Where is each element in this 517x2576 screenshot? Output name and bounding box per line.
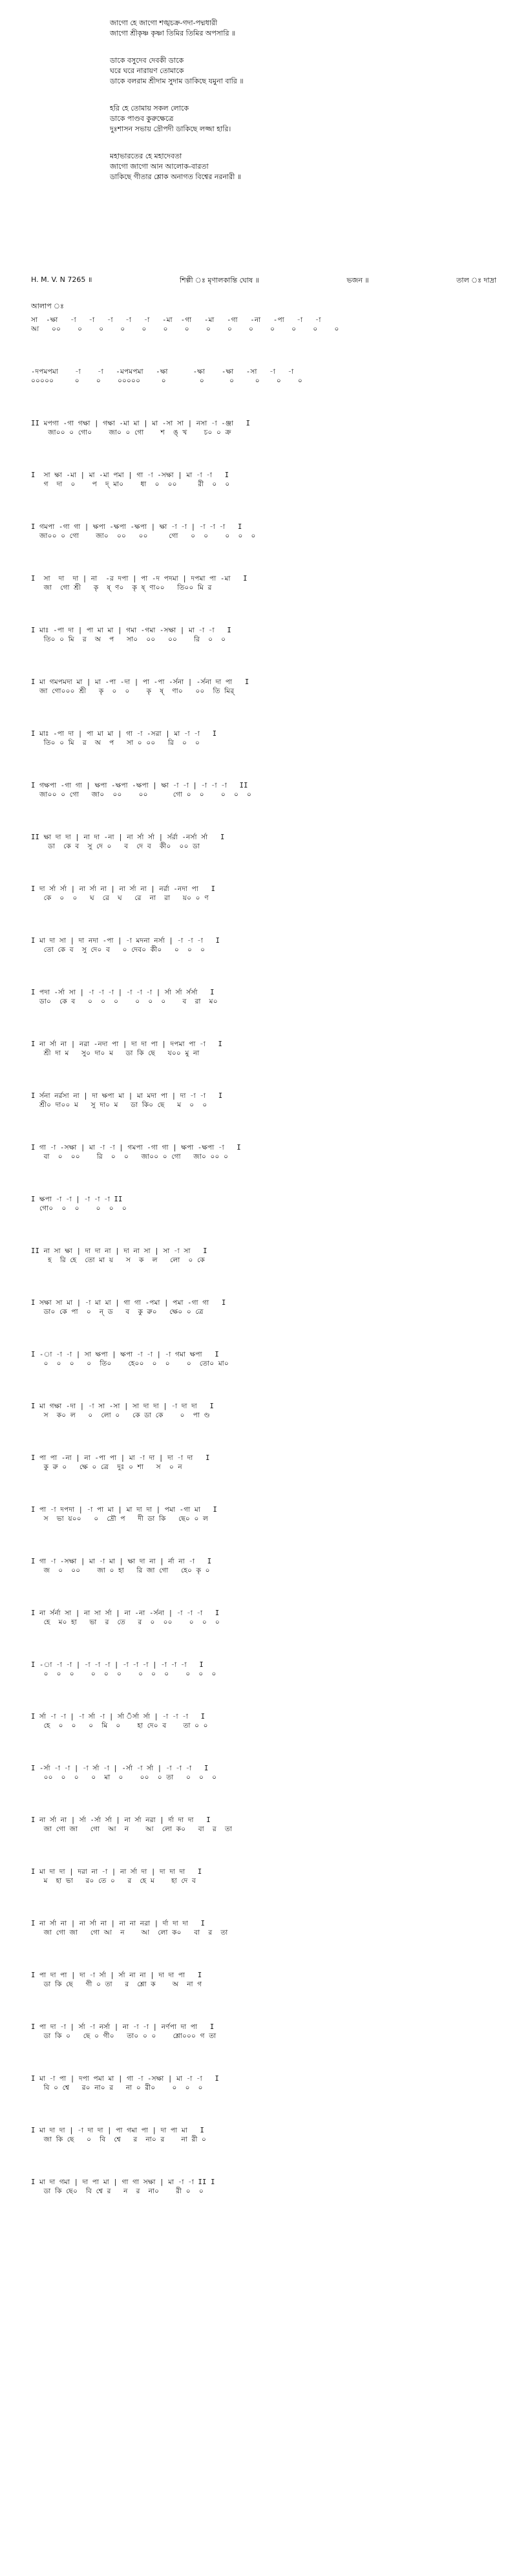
swara-row: I পা -া দপদা | -া পা মা | মা দা দা | পমা -গা মা I xyxy=(31,1506,218,1514)
notation-system xyxy=(31,1867,509,1919)
notation-system xyxy=(31,1557,509,1609)
swara-row: I মাঃ -পা দা | পা মা মা | গমা -গমা -সক্ষা | মা -া -া I xyxy=(31,627,231,634)
swaralipi-notation xyxy=(31,316,509,2229)
taal-name: তাল ঃ দাদ্রা xyxy=(456,276,496,284)
syllable-row: গো০ ০ ০ ০ ০ ০ xyxy=(31,1205,127,1212)
notation-system xyxy=(31,419,509,471)
swara-row: I -র্সা -া -া | -া র্সা -া | -র্সা -া র্সা | -া -া -া I xyxy=(31,1765,209,1772)
lyric-line: জাগো শ্রীকৃষ্ণ কৃষ্ণা তিমির তিমির অপসারি ॥ xyxy=(110,29,236,38)
notation-system xyxy=(31,626,509,678)
swara-row: II ক্ষা দা দা | না দা -না | না র্সা র্সা | র্সর্রা -নর্সা র্সা I xyxy=(31,833,225,841)
syllable-row: তো কে ব সু দে০ ব ০ দেব০ কী০ ০ ০ ০ xyxy=(31,946,206,954)
syllable-row: ০০০০০ ০ ০ ০০০০০ ০ ০ ০ ০ ০ ০ xyxy=(31,377,302,385)
syllable-row: ম হা ভা র০ তে ০ র হে ম হা দে ব xyxy=(31,1877,196,1885)
notation-system xyxy=(31,833,509,885)
lyric-line: জাগো জাগো আন আলোক-বারতা xyxy=(110,162,209,171)
lyric-line: ডাকিছে গীতার শ্লোক অনাগত বিশ্বের নরনারী ॥ xyxy=(110,173,242,181)
notation-system xyxy=(31,1971,509,2023)
notation-system xyxy=(31,1247,509,1298)
notation-system xyxy=(31,1143,509,1195)
syllable-row: জা কি ছে ০ বি শ্বে র না০ র না রী ০ xyxy=(31,2136,207,2143)
notation-system xyxy=(31,574,509,626)
swara-row: I পা দা -া | র্সা -া নর্সা | না -া -া | নর্ণপা দা পা I xyxy=(31,2023,215,2031)
lyric-line: মহাভারতের হে মহাদেবতা xyxy=(110,152,182,160)
syllable-row: জা০০ ০ গো জা০ ০০ ০০ গো ০ ০ ০ ০ ০ xyxy=(31,791,252,799)
syllable-row: জা গো শ্রী কৃ ষ্ ণ০ কৃ ষ্ ণা০০ তি০০ মি র xyxy=(31,584,212,592)
syllable-row: জ ০ ০০ জা ০ হা রি জা গো হে০ কৃ ০ xyxy=(31,1567,210,1574)
syllable-row: কে ০ ০ ঘ রে ঘ রে না রা য়০ ০ ণ xyxy=(31,894,209,902)
notation-system xyxy=(31,678,509,729)
swara-row: II না সা ক্ষা | দা দা না | দা না সা | সা -া সা I xyxy=(31,1247,207,1255)
notation-system xyxy=(31,1505,509,1557)
lyric-line: ডাকে বসুদেব দেবকী ডাকে xyxy=(110,56,184,65)
swara-row: সা -ক্ষা -া -া -া -া -া -মা -গা -মা -গা -না -পা -া -া xyxy=(31,316,321,324)
swara-row: I মা -া পা | দপা পমা মা | গা -া -সক্ষা | মা -া -া I xyxy=(31,2075,219,2083)
swara-row: I দা র্সা র্সা | না র্সা না | না র্সা না | নর্রা -নদা পা I xyxy=(31,885,216,893)
syllable-row: বি ০ শ্বে র০ না০ র না ০ রী০ ০ ০ ০ xyxy=(31,2084,203,2092)
swara-row: I গা -া -সক্ষা | মা -া মা | ক্ষা দা না | র্না না -া I xyxy=(31,1558,212,1565)
notation-system xyxy=(31,522,509,574)
swara-row: I গমপা -গা গা | ক্ষপা -ক্ষপা -ক্ষপা | ক্ষা -া -া | -া -া -া I xyxy=(31,523,242,531)
notation-system xyxy=(31,1195,509,1247)
swara-row: I মাঃ -পা দা | পা মা মা | গা -া -সরা | মা -া -া I xyxy=(31,730,217,738)
record-number: H. M. V. N 7265 ॥ xyxy=(31,275,92,284)
syllable-row: জা গো জা গো আ ন আ লো ক০ বা র তা xyxy=(31,1825,233,1833)
syllable-row: হ রি হে তো মা য় স ক ল লো ০ কে xyxy=(31,1256,205,1264)
notation-system xyxy=(31,2023,509,2074)
notation-system xyxy=(31,936,509,988)
syllable-row: জা গো জা গো আ ন আ লো ক০ বা র তা xyxy=(31,1929,228,1937)
syllable-row: ০ ০ ০ ০ ০ ০ ০ ০ ০ ০ ০ ০ xyxy=(31,1670,216,1678)
swara-row: I সা দা দা | না -র দপা | পা -দ পদমা | দপমা পা -মা I xyxy=(31,575,248,583)
swara-row: I না র্সর্না সা | না সা র্সা | না -না -র্সনা | -া -া -া I xyxy=(31,1609,220,1617)
lyric-line: ডাকে বলরাম শ্রীদাম সুদাম ডাকিছে যমুনা বারি ॥ xyxy=(110,77,244,85)
syllable-row: হে ০ ০ ০ মি ০ হা দে০ ব তা ০ ০ xyxy=(31,1722,208,1730)
lyric-line: ঘরে ঘরে নারায়ণ তোমাকে xyxy=(110,67,184,75)
notation-system xyxy=(31,1298,509,1350)
syllable-row: ০ ০ ০ ০ তি০ হে০০ ০ ০ ০ তো০ মা০ xyxy=(31,1360,229,1368)
syllable-row: স ভা য়০০ ০ দ্রৌ প দী ডা কি ছে০ ০ ল xyxy=(31,1515,209,1523)
song-lyrics xyxy=(110,18,472,199)
lyrics-stanza-3 xyxy=(110,103,472,134)
notation-system xyxy=(31,1660,509,1712)
syllable-row: ডা কে ব সু দে ০ ব দে ব কী০ ০০ ডা xyxy=(31,843,200,850)
syllable-row: জা গো০০০ শ্রী কৃ ০ ০ কৃ ষ্ ণা০ ০০ তি মির্ xyxy=(31,687,235,695)
syllable-row: ডা০ কে ব ০ ০ ০ ০ ০ ০ ব রা ম০ xyxy=(31,998,218,1005)
notation-system xyxy=(31,1040,509,1091)
notation-system xyxy=(31,1350,509,1402)
swara-row: I র্সনা নর্রসা না | দা ক্ষপা মা | মা মদা পা | দা -া -া I xyxy=(31,1092,223,1100)
swara-row: I গক্ষপা -গা গা | ক্ষপা -ক্ষপা -ক্ষপা | ক্ষা -া -া | -া -া -া II xyxy=(31,782,248,789)
swara-row: I পা দা পা | দা -া র্সা | র্সা না না | দা দা পা I xyxy=(31,1971,202,1979)
notation-system xyxy=(31,367,509,419)
notation-system xyxy=(31,2178,509,2229)
swara-row: I মা দা দা | -া দা দা | পা গমা পা | দা পা মা I xyxy=(31,2127,205,2134)
swara-row: I না র্সা না | র্সা -র্সা র্সা | না র্সা নরা | র্দা দা দা I xyxy=(31,1816,211,1824)
swara-row: I -া -া -া | -া -া -া | -া -া -া | -া -া -া I xyxy=(31,1661,204,1669)
swara-row: I র্সা -া -া | -া র্সা -া | র্সা ঁর্সা র্সা | -া -া -া I xyxy=(31,1713,206,1721)
notation-system xyxy=(31,471,509,522)
swara-row: I সক্ষা সা মা | -া মা মা | গা গা -পমা | পমা -গা গা I xyxy=(31,1299,226,1307)
notation-system xyxy=(31,1712,509,1764)
swara-row: -দপমপমা -া -া -মপমপমা -ক্ষা -ক্ষা -ক্ষা -সা -া -া xyxy=(31,368,294,376)
song-genre: ভজন ॥ xyxy=(346,276,369,284)
lyric-line: জাগো হে জাগো শঙ্খচক্র-গদা-পদ্মধারী xyxy=(110,19,218,27)
notation-system xyxy=(31,1609,509,1660)
swara-row: I পা পা -না | না -পা পা | মা -া দা | দা -া দা I xyxy=(31,1454,210,1462)
lyrics-stanza-2 xyxy=(110,56,472,87)
lyrics-stanza-1 xyxy=(110,18,472,39)
syllable-row: ০০ ০ ০ ০ মা ০ ০০ ০ তা ০ ০ ০ xyxy=(31,1774,217,1781)
notation-system xyxy=(31,1402,509,1454)
syllable-row: ডা কি ছে০ বি শ্বে র ন র না০ রী ০ ০ xyxy=(31,2187,204,2195)
syllable-row: শ্রী দা ম সু০ দা০ ম ডা কি ছে য০০ মু না xyxy=(31,1049,200,1057)
swara-row: I পদা -র্সা সা | -া -া -া | -া -া -া | র্সা র্সা র্সর্সা I xyxy=(31,989,215,996)
swara-row: I মা দা সা | দা নদা -পা | -া মদনা নর্সা | -া -া -া I xyxy=(31,937,220,945)
artist-name: শিল্পী ঃ মৃণালকান্তি ঘোষ ॥ xyxy=(179,276,259,284)
syllable-row: জা০০ ০ গো জা০ ০০ ০০ গো ০ ০ ০ ০ ০ xyxy=(31,532,256,540)
swara-row: I না র্সা না | নরা -নদা পা | দা দা পা | দপমা পা -া I xyxy=(31,1040,223,1048)
syllable-row: ডা কি ০ ছে ০ গী০ তা০ ০ ০ শ্লো০০০ গ তা xyxy=(31,2032,216,2040)
syllable-row: বা ০ ০০ রি ০ ০ জা০০ ০ গো জা০ ০০ ০ xyxy=(31,1153,229,1161)
swara-row: I গা -া -সক্ষা | মা -া -া | গমপা -গা গা | ক্ষপা -ক্ষপা -া I xyxy=(31,1144,241,1152)
syllable-row: তি০ ০ মি র অ প সা ০ ০০ রি ০ ০ xyxy=(31,739,200,747)
aalap-label: আলাপ ঃ xyxy=(31,302,64,310)
syllable-row: শ্রী০ দা০০ ম সু দা০ ম ডা কি০ ছে ম ০ ০ xyxy=(31,1101,207,1109)
syllable-row: তি০ ০ মি র অ প সা০ ০০ ০০ রি ০ ০ xyxy=(31,636,226,643)
swara-row: II মপগা -গা গক্ষা | গক্ষা -মা মা | মা -সা সা | নসা -া -ঞ্জা I xyxy=(31,420,251,427)
syllable-row: স ক০ ল ০ লো ০ কে ডা কে ০ পা ণ্ড xyxy=(31,1411,210,1419)
notation-system xyxy=(31,316,509,367)
notation-system xyxy=(31,1764,509,1816)
syllable-row: ডা০ কে পা ০ ন্ ড ব কু রু০ ক্ষে০ ০ ত্রে xyxy=(31,1308,204,1316)
lyric-line: হরি হে তোমায় সকল লোকে xyxy=(110,104,189,113)
syllable-row: জা০০ ০ গো০ জা০ ০ গো শ ঙ্ খ চ০ ০ ক্র xyxy=(31,429,231,436)
syllable-row: গ দা ০ প দ্ মা০ ধা ০ ০০ রী ০ ০ xyxy=(31,480,230,488)
song-info-header xyxy=(31,275,496,287)
syllable-row: কু রু ০ ক্ষে ০ ত্রে দুঃ ০ শা স ০ ন xyxy=(31,1463,182,1471)
lyrics-stanza-4 xyxy=(110,151,472,182)
swara-row: I মা গমপমদা মা | মা -পা -দা | পা -পা -র্সনা | -র্সনা দা পা I xyxy=(31,678,249,686)
notation-system xyxy=(31,2074,509,2126)
syllable-row: হে ম০ হা ভা র তে র ০ ০০ ০ ০ ০ xyxy=(31,1618,220,1626)
notation-system xyxy=(31,781,509,833)
notation-system xyxy=(31,1454,509,1505)
swara-row: I -া -া -া | সা ক্ষপা | ক্ষপা -া -া | -া গমা ক্ষপা I xyxy=(31,1351,219,1358)
notation-system xyxy=(31,988,509,1040)
notation-system xyxy=(31,729,509,781)
syllable-row: আ ০০ ০ ০ ০ ০ ০ ০ ০ ০ ০ ০ ০ ০ ০ xyxy=(31,325,339,333)
lyric-line: ডাকে পাণ্ডব কুরুক্ষেত্রে xyxy=(110,114,174,123)
swara-row: I সা ক্ষা -মা | মা -মা পমা | গা -া -সক্ষা | মা -া -া I xyxy=(31,471,229,479)
swara-row: I মা দা গমা | দা পা মা | গা গা সক্ষা | মা -া -া II I xyxy=(31,2178,215,2186)
swara-row: I ক্ষপা -া -া | -া -া -া II xyxy=(31,1196,123,1203)
notation-system xyxy=(31,1091,509,1143)
notation-system xyxy=(31,885,509,936)
lyric-line: দুঃশাসন সভায় দ্রৌপদী ডাকিছে লজ্জা হারি। xyxy=(110,125,231,133)
notation-system xyxy=(31,1816,509,1867)
swara-row: I না র্সা না | না র্সা না | না না নরা | র্দা দা দা I xyxy=(31,1920,206,1927)
notation-system xyxy=(31,1919,509,1971)
swara-row: I মা গক্ষা -দা | -া সা -সা | সা দা দা | -া দা দা I xyxy=(31,1402,214,1410)
notation-system xyxy=(31,2126,509,2178)
swara-row: I মা দা দা | দরা না -া | না র্সা দা | দা দা দা I xyxy=(31,1868,202,1876)
syllable-row: ডা কি ছে গী ০ তা র শ্লো ক অ না গ xyxy=(31,1980,202,1988)
